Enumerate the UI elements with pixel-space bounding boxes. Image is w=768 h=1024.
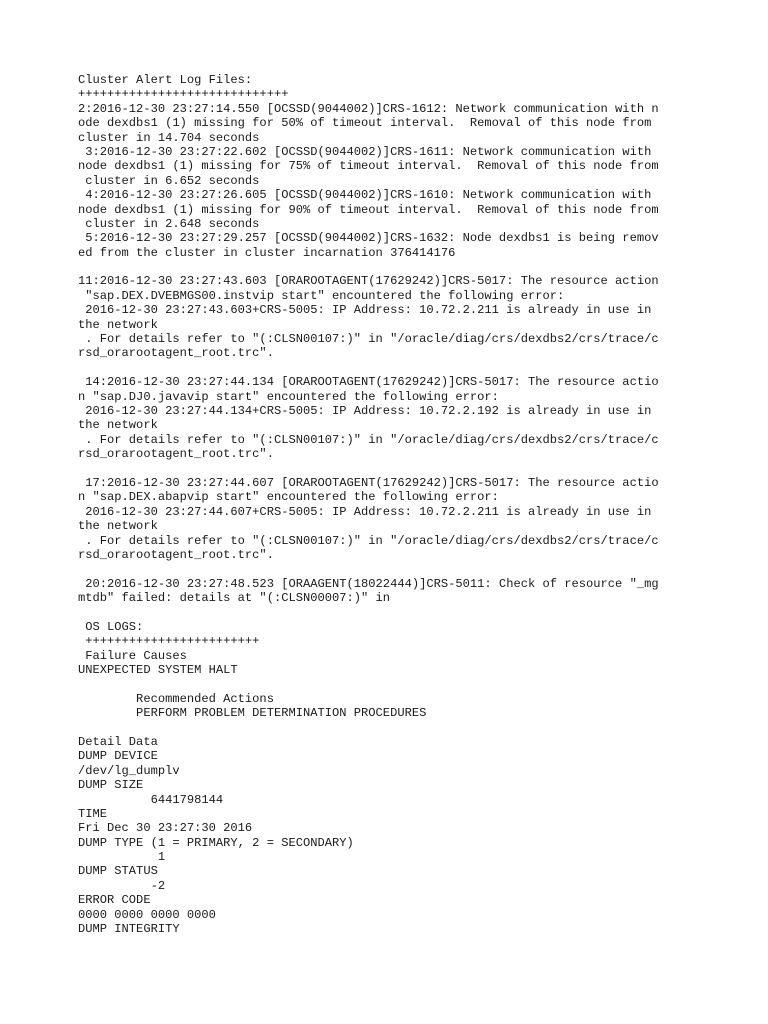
log-text-block	[78, 73, 718, 936]
log-line: 2016-12-30 23:27:43.603+CRS-5005: IP Address: 10.72.2.211 is already in use in	[78, 303, 652, 318]
log-line: cluster in 6.652 seconds	[78, 173, 260, 188]
log-line: ed from the cluster in cluster incarnation 376414176	[78, 245, 456, 260]
log-line: cluster in 2.648 seconds	[78, 216, 260, 231]
log-line: . For details refer to "(:CLSN00107:)" in "/oracle/diag/crs/dexdbs2/crs/trace/c	[78, 533, 659, 548]
log-line: UNEXPECTED SYSTEM HALT	[78, 663, 238, 678]
log-line	[78, 721, 718, 735]
log-line: rsd_orarootagent_root.trc".	[78, 547, 274, 562]
log-line: DUMP SIZE	[78, 778, 144, 793]
log-line: ERROR CODE	[78, 893, 151, 908]
log-line: DUMP TYPE (1 = PRIMARY, 2 = SECONDARY)	[78, 835, 354, 850]
log-line: 17:2016-12-30 23:27:44.607 [ORAROOTAGENT(17629242)]CRS-5017: The resource actio	[78, 475, 659, 490]
log-line: 5:2016-12-30 23:27:29.257 [OCSSD(9044002)]CRS-1632: Node dexdbs1 is being remov	[78, 231, 659, 246]
log-line: -2	[78, 878, 166, 893]
log-line: . For details refer to "(:CLSN00107:)" in "/oracle/diag/crs/dexdbs2/crs/trace/c	[78, 332, 659, 347]
log-line: Fri Dec 30 23:27:30 2016	[78, 821, 253, 836]
log-line: rsd_orarootagent_root.trc".	[78, 447, 274, 462]
log-line: OS LOGS:	[78, 619, 144, 634]
log-line: 2:2016-12-30 23:27:14.550 [OCSSD(9044002)]CRS-1612: Network communication with n	[78, 101, 659, 116]
log-line: rsd_orarootagent_root.trc".	[78, 346, 274, 361]
log-line: node dexdbs1 (1) missing for 75% of timeout interval. Removal of this node from	[78, 159, 659, 174]
log-line: PERFORM PROBLEM DETERMINATION PROCEDURES	[78, 706, 427, 721]
log-line: 3:2016-12-30 23:27:22.602 [OCSSD(9044002)]CRS-1611: Network communication with	[78, 144, 652, 159]
log-line: TIME	[78, 806, 108, 821]
log-line: 6441798144	[78, 792, 224, 807]
log-line	[78, 260, 718, 274]
log-line	[78, 462, 718, 476]
log-line: node dexdbs1 (1) missing for 90% of timeout interval. Removal of this node from	[78, 202, 659, 217]
log-line: DUMP STATUS	[78, 864, 158, 879]
log-line	[78, 361, 718, 375]
log-line: Recommended Actions	[78, 691, 274, 706]
log-line: /dev/lg_dumplv	[78, 763, 180, 778]
log-line	[78, 677, 718, 691]
log-line: 11:2016-12-30 23:27:43.603 [ORAROOTAGENT(17629242)]CRS-5017: The resource action	[78, 274, 659, 289]
log-line: 2016-12-30 23:27:44.134+CRS-5005: IP Address: 10.72.2.192 is already in use in	[78, 403, 652, 418]
log-line: 14:2016-12-30 23:27:44.134 [ORAROOTAGENT(17629242)]CRS-5017: The resource actio	[78, 375, 659, 390]
log-line: . For details refer to "(:CLSN00107:)" in "/oracle/diag/crs/dexdbs2/crs/trace/c	[78, 432, 659, 447]
log-line: ++++++++++++++++++++++++	[78, 634, 260, 649]
log-line: 1	[78, 850, 166, 865]
log-line: cluster in 14.704 seconds	[78, 130, 260, 145]
log-line: DUMP DEVICE	[78, 749, 158, 764]
log-line: +++++++++++++++++++++++++++++	[78, 87, 289, 102]
log-line: the network	[78, 519, 158, 534]
log-line: 20:2016-12-30 23:27:48.523 [ORAAGENT(18022444)]CRS-5011: Check of resource "_mg	[78, 576, 659, 591]
log-line: n "sap.DEX.abapvip start" encountered the following error:	[78, 490, 499, 505]
log-line: the network	[78, 418, 158, 433]
log-line: "sap.DEX.DVEBMGS00.instvip start" encountered the following error:	[78, 288, 565, 303]
log-line: the network	[78, 317, 158, 332]
log-line: n "sap.DJ0.javavip start" encountered the following error:	[78, 389, 499, 404]
log-line: mtdb" failed: details at "(:CLSN00007:)" in	[78, 591, 391, 606]
log-line: Cluster Alert Log Files:	[78, 73, 253, 87]
log-line: DUMP INTEGRITY	[78, 922, 180, 937]
log-line: Detail Data	[78, 734, 158, 749]
log-line: 4:2016-12-30 23:27:26.605 [OCSSD(9044002)]CRS-1610: Network communication with	[78, 188, 652, 203]
log-line	[78, 562, 718, 576]
log-line: ode dexdbs1 (1) missing for 50% of timeout interval. Removal of this node from	[78, 116, 652, 131]
log-line: 2016-12-30 23:27:44.607+CRS-5005: IP Address: 10.72.2.211 is already in use in	[78, 504, 652, 519]
log-line	[78, 605, 718, 619]
log-line: Failure Causes	[78, 648, 187, 663]
log-line: 0000 0000 0000 0000	[78, 907, 216, 922]
